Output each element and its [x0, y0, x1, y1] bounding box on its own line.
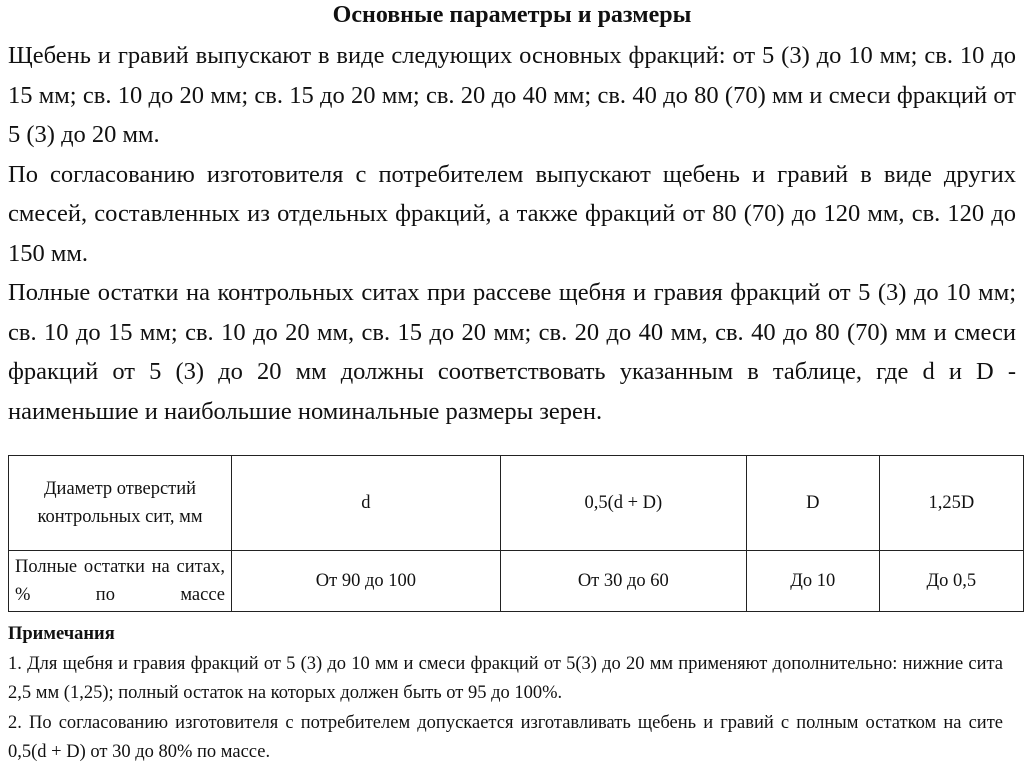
paragraph-fractions: Щебень и гравий выпускают в виде следующих основных фракций: от 5 (3) до 10 мм; св. 10 до 15 мм; св. 10 до 20 мм; св. 15 до 20 мм; св. 20 до 40 мм; св. 40 до 80 (70) мм и смеси фракций от 5 (3) до 20 мм. — [8, 42, 1016, 148]
note-item-1: 1. Для щебня и гравия фракций от 5 (3) до 10 мм и смеси фракций от 5(3) до 20 мм применяют дополнительно: нижние сита 2,5 мм (1,25); полный остаток на которых должен быть от 95 до 100%. — [8, 653, 1003, 703]
body-text — [8, 36, 1016, 431]
row-header-full-residues: Полные остатки на ситах, % по массе — [9, 551, 232, 612]
paragraph-agreement: По согласованию изготовителя с потребителем выпускают щебень и гравий в виде других смесей, составленных из отдельных фракций, а также фракций от 80 (70) до 120 мм, св. 120 до 150 мм. — [8, 160, 1016, 267]
sieve-residue-table — [8, 455, 1024, 612]
table-cell: От 90 до 100 — [232, 551, 501, 612]
table-row-full-residues — [9, 551, 1024, 612]
table-cell: d — [232, 456, 501, 551]
row-header-sieve-diameter: Диаметр отверстий контрольных сит, мм — [9, 456, 232, 551]
table-row-sieve-diameter — [9, 456, 1024, 551]
table-cell: От 30 до 60 — [500, 551, 746, 612]
paragraph-residues: Полные остатки на контрольных ситах при рассеве щебня и гравия фракций от 5 (3) до 10 мм; св. 10 до 15 мм; св. 10 до 20 мм, св. 15 до 20 мм; св. 20 до 40 мм, св. 40 до 80 (70) мм и смеси фракций от 5 (3) до 20 мм должны соответствовать указанным в таблице, где d и D - наименьшие и наибольшие номинальные размеры зерен. — [8, 279, 1016, 425]
table-cell: D — [746, 456, 879, 551]
table-cell: 1,25D — [879, 456, 1023, 551]
table-cell: 0,5(d + D) — [500, 456, 746, 551]
table-cell: До 10 — [746, 551, 879, 612]
notes-title: Примечания — [8, 624, 115, 644]
note-item-2: 2. По согласованию изготовителя с потребителем допускается изготавливать щебень и гравий с полным остатком на сите 0,5(d + D) от 30 до 80% по массе. — [8, 712, 1003, 762]
table-cell: До 0,5 — [879, 551, 1023, 612]
page-title: Основные параметры и размеры — [332, 2, 692, 28]
notes-section — [8, 620, 1003, 768]
